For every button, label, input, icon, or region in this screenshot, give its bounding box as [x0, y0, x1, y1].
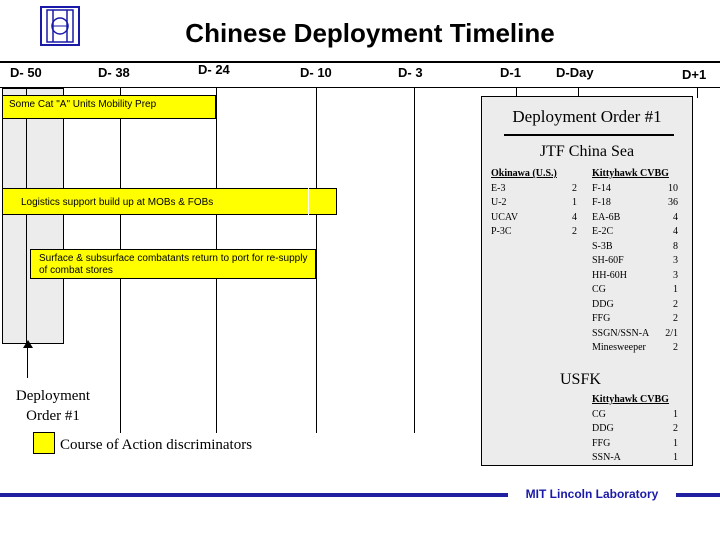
- table-row: SSN-A 1: [592, 452, 678, 463]
- timeline-axis: [0, 87, 720, 88]
- deployment-marker-line1: Deployment: [15, 388, 91, 404]
- bar-mobility-prep: [2, 95, 216, 119]
- usfk-table: [592, 393, 678, 466]
- bar-logistics-support-text: Logistics support build up at MOBs & FOBs: [21, 197, 214, 208]
- day-label-d10: D- 10: [300, 65, 332, 80]
- table-row: Minesweeper 2: [592, 342, 678, 353]
- day-label-d3: D- 3: [398, 65, 423, 80]
- table-row: CG 1: [592, 408, 678, 420]
- table-row: S-3B 8: [592, 240, 678, 252]
- deployment-order-marker: [8, 386, 98, 426]
- bar-surface-combatants: [30, 249, 316, 279]
- okinawa-table: [491, 167, 577, 240]
- gridline-d50: [26, 88, 27, 344]
- bar-mobility-prep-text: Some Cat "A" Units Mobility Prep: [9, 99, 157, 110]
- bar-logistics-support: [2, 188, 337, 215]
- table-row: CG 1: [592, 284, 678, 295]
- order-panel-title: Deployment Order #1: [512, 107, 662, 126]
- table-row: UCAV 4: [491, 211, 577, 223]
- page-title: Chinese Deployment Timeline: [185, 18, 555, 48]
- legend-swatch: [33, 432, 55, 454]
- gridline-dplus1: [697, 88, 698, 98]
- bar-surface-combatants-text: Surface & subsurface combatants return to port for re-supply of combat stores: [39, 253, 308, 276]
- legend-label: Course of Action discriminators: [60, 437, 253, 453]
- table-row: FFG 2: [592, 313, 678, 324]
- table-row: E-3 2: [491, 182, 577, 194]
- day-label-dday: D-Day: [556, 65, 594, 80]
- lab-name: MIT Lincoln Laboratory: [525, 487, 659, 501]
- table-row: P-3C 2: [491, 226, 577, 237]
- day-label-d38: D- 38: [98, 65, 130, 80]
- table-row: SSGN/SSN-A 2/1: [592, 327, 678, 339]
- table-row: FFG 1: [592, 437, 678, 449]
- deployment-arrow-line: [27, 346, 28, 378]
- table-row: EA-6B 4: [592, 211, 678, 223]
- gridline-d10: [316, 88, 317, 433]
- kittyhawk-header: Kittyhawk CVBG: [592, 168, 669, 179]
- deployment-window-column: [2, 88, 64, 344]
- deployment-order-panel: [481, 96, 693, 466]
- table-row: F-18 36: [592, 197, 678, 208]
- day-label-d24: D- 24: [198, 62, 230, 77]
- usfk-header: Kittyhawk CVBG: [592, 394, 669, 405]
- day-label-d50: D- 50: [10, 65, 42, 80]
- table-row: U-2 1: [491, 197, 577, 208]
- table-row: DDG 2: [592, 423, 678, 434]
- kittyhawk-table: [592, 167, 678, 356]
- table-row: DDG 2: [592, 298, 678, 310]
- timeline-header: [0, 0, 720, 90]
- usfk-heading: USFK: [560, 371, 601, 388]
- table-row: SH-60F 3: [592, 255, 678, 266]
- table-row: E-2C 4: [592, 226, 678, 237]
- day-label-d1: D-1: [500, 65, 521, 80]
- order-title-underline: [504, 134, 674, 136]
- gridline-d3: [414, 88, 415, 433]
- deployment-marker-line2: Order #1: [26, 408, 80, 424]
- okinawa-header: Okinawa (U.S.): [491, 168, 557, 179]
- bar-logistics-divider: [308, 188, 309, 215]
- arrow-up-icon: [23, 340, 33, 348]
- table-row: F-14 10: [592, 182, 678, 194]
- day-label-dplus1: D+1: [682, 67, 707, 82]
- jtf-heading: JTF China Sea: [539, 143, 635, 160]
- table-row: HH-60H 3: [592, 269, 678, 281]
